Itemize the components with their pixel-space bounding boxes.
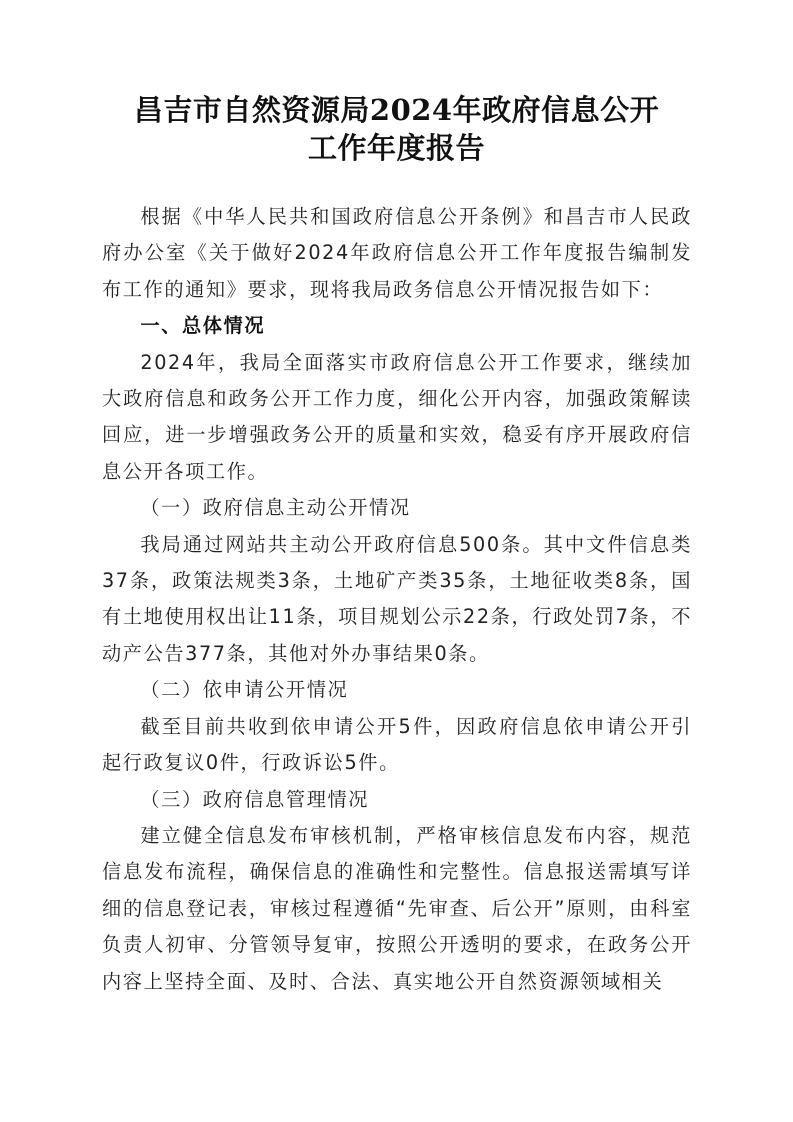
intro-paragraph: 根据《中华人民共和国政府信息公开条例》和昌吉市人民政府办公室《关于做好2024年政府信息公开工作年度报告编制发布工作的通知》要求，现将我局政务信息公开情况报告如下：	[102, 205, 692, 301]
proactive-disclosure-paragraph: 我局通过网站共主动公开政府信息500条。其中文件信息类37条，政策法规类3条，土地矿产类35条，土地征收类8条，国有土地使用权出让11条，项目规划公示22条，行政处罚7条，不动产公告377条，其他对外办事结果0条。	[102, 532, 692, 665]
subsection-heading-proactive-disclosure: （一）政府信息主动公开情况	[140, 496, 411, 520]
information-management-paragraph: 建立健全信息发布审核机制，严格审核信息发布内容，规范信息发布流程，确保信息的准确性和完整性。信息报送需填写详细的信息登记表，审核过程遵循“先审查、后公开”原则，由科室负责人初审、分管领导复审，按照公开透明的要求，在政务公开内容上坚持全面、及时、合法、真实地公开自然资源领域相关	[102, 823, 692, 993]
overview-paragraph: 2024年，我局全面落实市政府信息公开工作要求，继续加大政府信息和政务公开工作力度，细化公开内容，加强政策解读回应，进一步增强政务公开的质量和实效，稳妥有序开展政府信息公开各项工作。	[102, 350, 692, 483]
document-body	[102, 199, 692, 1000]
request-disclosure-paragraph: 截至目前共收到依申请公开5件，因政府信息依申请公开引起行政复议0件，行政诉讼5件。	[102, 714, 692, 775]
document-title-line-2: 工作年度报告	[307, 131, 485, 165]
subsection-heading-information-management: （三）政府信息管理情况	[140, 787, 370, 811]
section-heading-overview: 一、总体情况	[140, 314, 266, 338]
subsection-heading-request-disclosure: （二）依申请公开情况	[140, 678, 349, 702]
document-title-line-1: 昌吉市自然资源局2024年政府信息公开	[133, 93, 660, 127]
